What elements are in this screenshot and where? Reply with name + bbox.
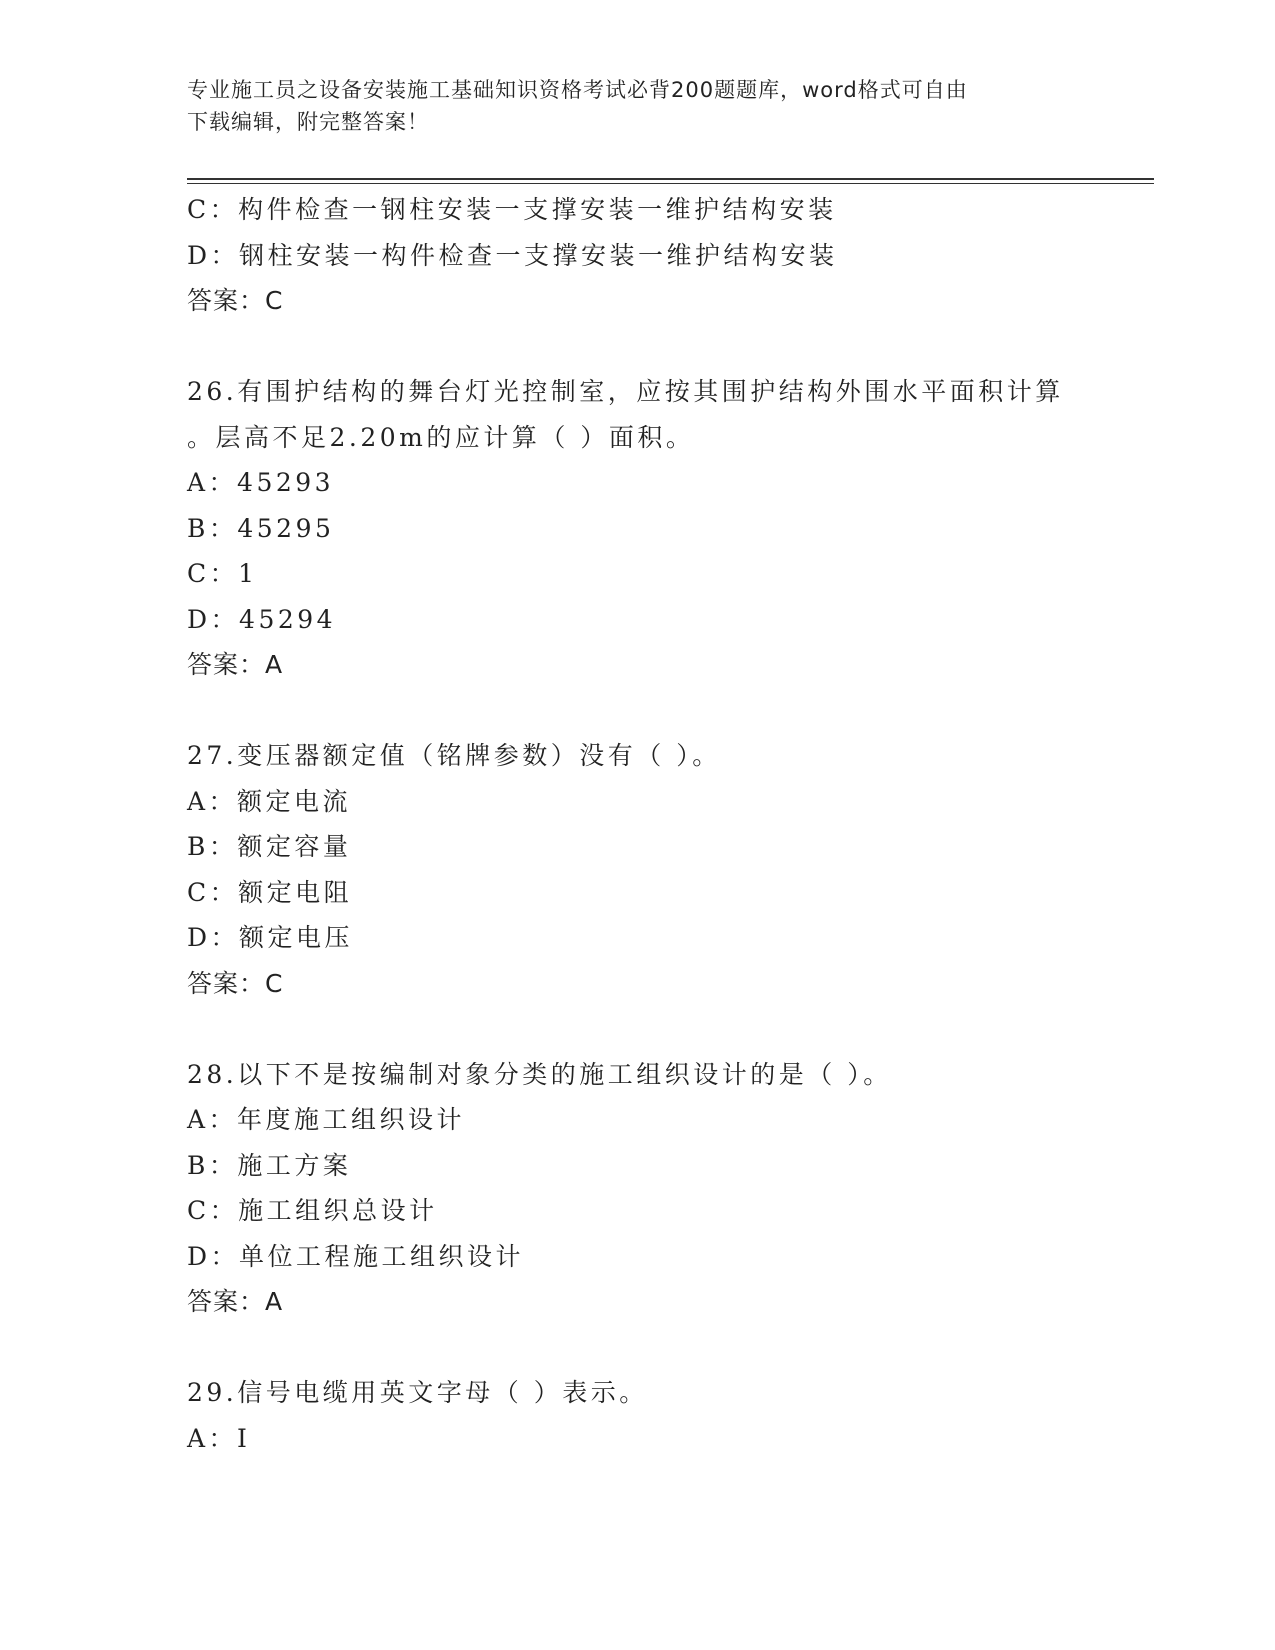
option-d: D：45294: [187, 604, 337, 634]
option-c: C：额定电阻: [187, 877, 353, 907]
question-28-block: [187, 1052, 1147, 1325]
answer: 答案：C: [187, 286, 284, 315]
option-a: A：额定电流: [187, 786, 352, 816]
question-stem-continued: 。层高不足2.20m的应计算（ ）面积。: [187, 422, 695, 452]
answer: 答案：A: [187, 1287, 284, 1316]
spacer: [187, 688, 1147, 734]
header-line-1: 专业施工员之设备安装施工基础知识资格考试必背200题题库，word格式可自由: [187, 78, 968, 102]
spacer: [187, 1325, 1147, 1371]
document-header: [187, 74, 1067, 138]
question-27-block: [187, 733, 1147, 1006]
option-a: A：年度施工组织设计: [187, 1105, 466, 1134]
option-a: A：I: [187, 1423, 251, 1453]
option-c: C：构件检查一钢柱安装一支撑安装一维护结构安装: [187, 195, 837, 224]
answer: 答案：A: [187, 650, 284, 679]
header-divider-thin: [187, 183, 1154, 184]
spacer: [187, 324, 1147, 370]
option-b: B：额定容量: [187, 832, 352, 861]
option-d: D：钢柱安装一构件检查一支撑安装一维护结构安装: [187, 240, 838, 270]
option-a: A：45293: [187, 468, 335, 497]
question-stem: 28.以下不是按编制对象分类的施工组织设计的是（ ）。: [187, 1059, 892, 1089]
question-26-block: [187, 369, 1147, 688]
question-list: [187, 187, 1147, 1461]
header-line-2: 下载编辑，附完整答案！: [187, 110, 429, 134]
question-stem: 29.信号电缆用英文字母（ ）表示。: [187, 1378, 648, 1407]
option-d: D：额定电压: [187, 923, 354, 952]
option-b: B：45295: [187, 513, 335, 543]
spacer: [187, 1006, 1147, 1052]
question-25-block: [187, 187, 1147, 324]
question-stem: 27.变压器额定值（铭牌参数）没有（ ）。: [187, 741, 721, 770]
header-divider-thick: [187, 178, 1154, 180]
question-stem: 26.有围护结构的舞台灯光控制室，应按其围护结构外围水平面积计算: [187, 377, 1064, 406]
option-c: C：1: [187, 559, 258, 588]
option-b: B：施工方案: [187, 1150, 352, 1180]
question-29-block: [187, 1370, 1147, 1461]
option-d: D：单位工程施工组织设计: [187, 1241, 525, 1271]
option-c: C：施工组织总设计: [187, 1196, 438, 1225]
answer: 答案：C: [187, 968, 284, 998]
